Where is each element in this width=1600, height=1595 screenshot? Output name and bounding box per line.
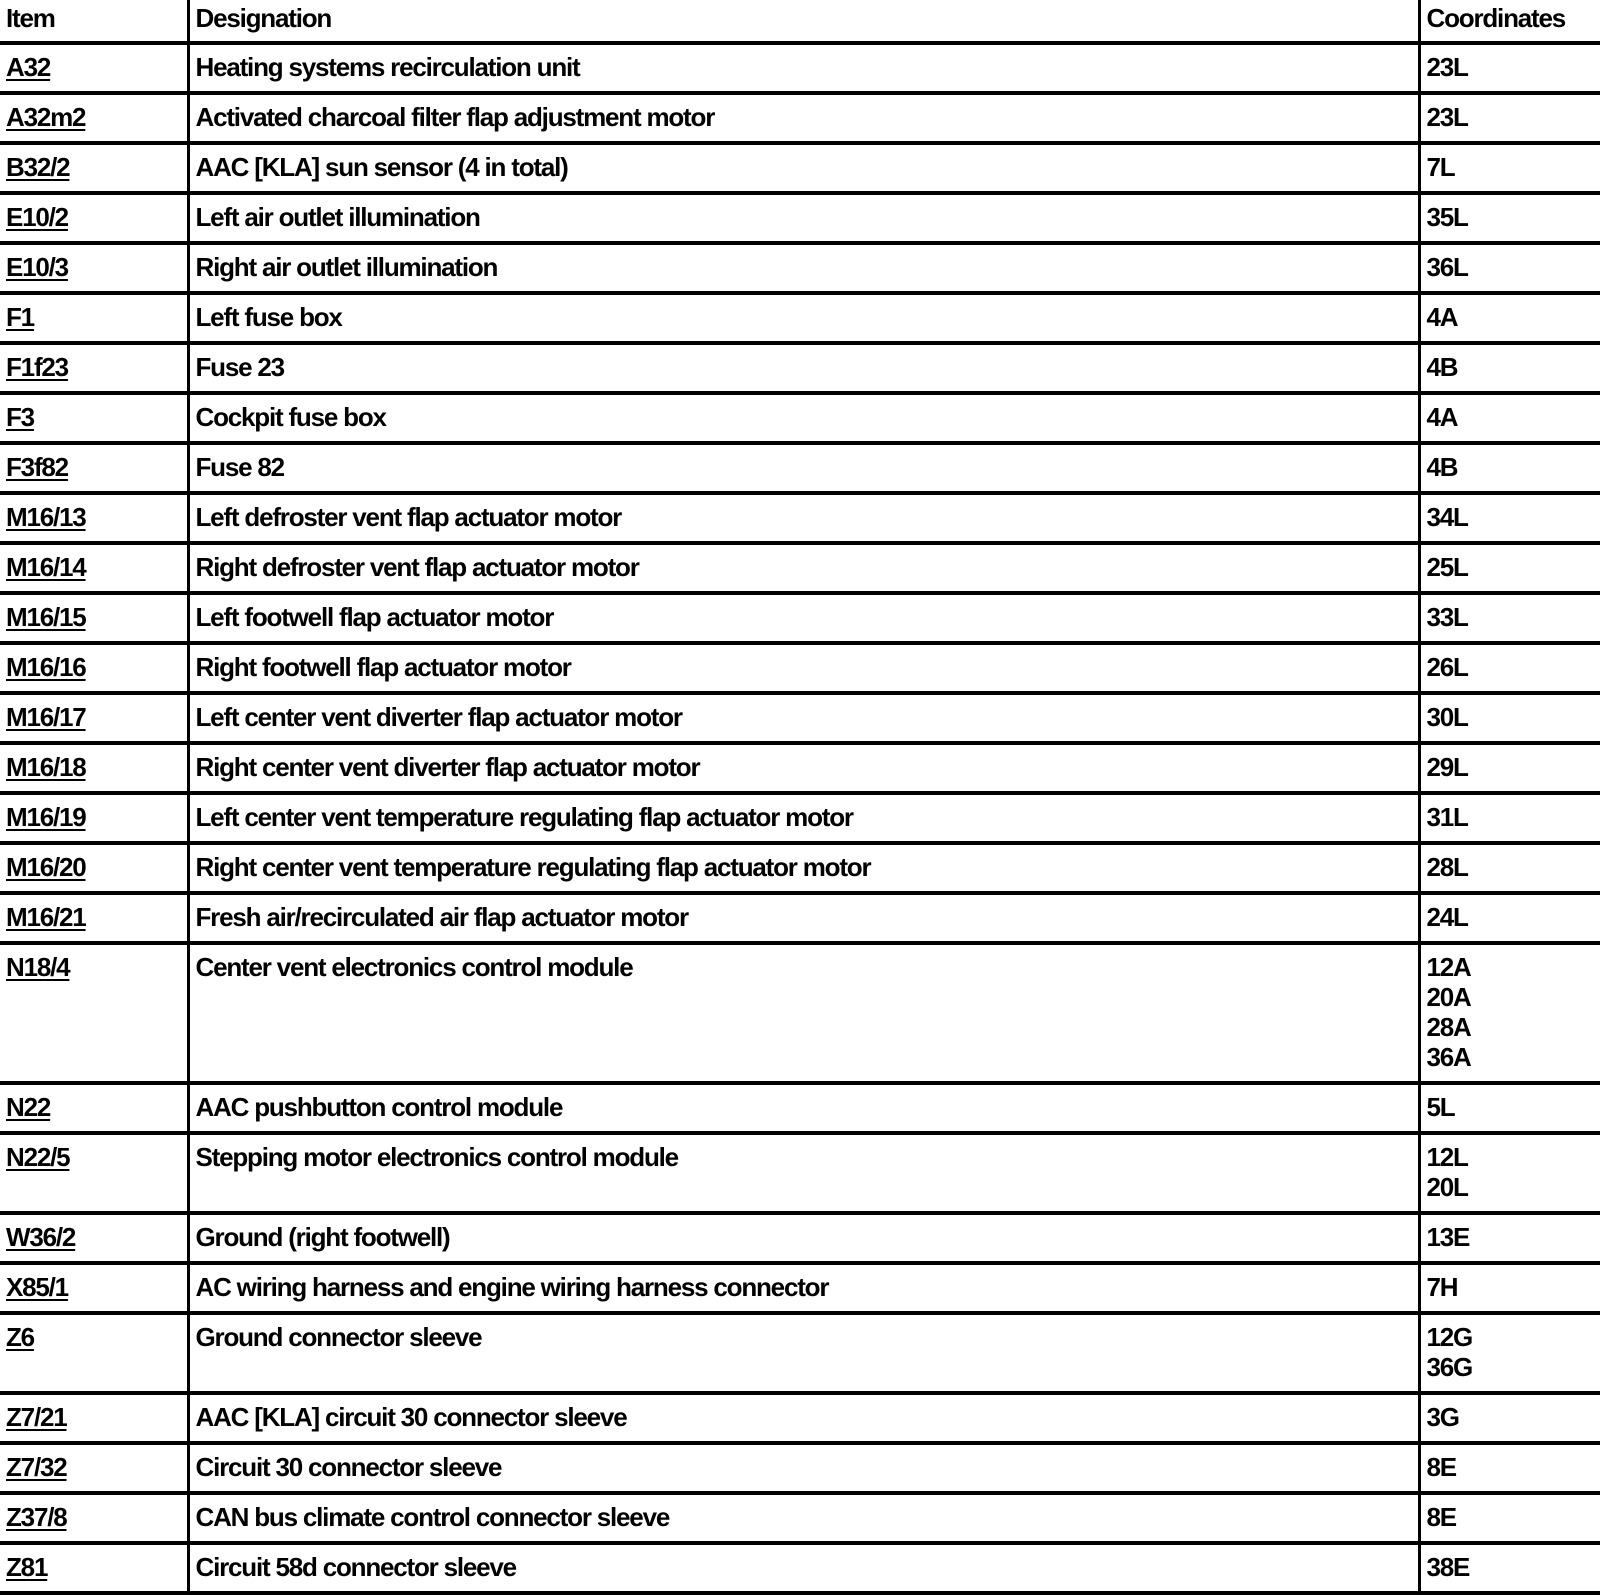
coordinate-value: 36L — [1427, 252, 1600, 282]
designation-cell: Fuse 82 — [188, 443, 1419, 493]
item-link[interactable]: Z37/8 — [6, 1502, 67, 1532]
item-link[interactable]: M16/20 — [6, 852, 86, 882]
designation-cell: Fresh air/recirculated air flap actuator motor — [188, 893, 1419, 943]
item-cell — [0, 193, 188, 243]
designation-cell: Right center vent temperature regulating flap actuator motor — [188, 843, 1419, 893]
designation-cell: Left footwell flap actuator motor — [188, 593, 1419, 643]
item-link[interactable]: Z7/21 — [6, 1402, 67, 1432]
coordinate-value: 24L — [1427, 902, 1600, 932]
coordinates-cell — [1419, 1543, 1600, 1593]
table-row — [0, 1313, 1600, 1393]
coordinates-cell — [1419, 343, 1600, 393]
designation-cell: CAN bus climate control connector sleeve — [188, 1493, 1419, 1543]
item-cell — [0, 443, 188, 493]
designation-cell: Left air outlet illumination — [188, 193, 1419, 243]
item-cell — [0, 893, 188, 943]
item-link[interactable]: N22/5 — [6, 1142, 69, 1172]
designation-cell: Left fuse box — [188, 293, 1419, 343]
coordinates-cell — [1419, 593, 1600, 643]
coordinate-value: 28A — [1427, 1012, 1600, 1042]
item-link[interactable]: M16/17 — [6, 702, 86, 732]
item-link[interactable]: B32/2 — [6, 152, 69, 182]
designation-cell: Stepping motor electronics control module — [188, 1133, 1419, 1213]
item-cell — [0, 793, 188, 843]
coordinates-cell — [1419, 393, 1600, 443]
designation-cell: Heating systems recirculation unit — [188, 43, 1419, 93]
coordinates-cell — [1419, 543, 1600, 593]
item-link[interactable]: M16/15 — [6, 602, 86, 632]
coordinates-cell — [1419, 293, 1600, 343]
item-cell — [0, 743, 188, 793]
item-cell — [0, 1133, 188, 1213]
coordinates-cell — [1419, 143, 1600, 193]
item-link[interactable]: M16/16 — [6, 652, 86, 682]
coordinates-cell — [1419, 1443, 1600, 1493]
item-link[interactable]: Z6 — [6, 1322, 34, 1352]
item-cell — [0, 143, 188, 193]
table-row — [0, 743, 1600, 793]
coordinate-value: 25L — [1427, 552, 1600, 582]
table-row — [0, 843, 1600, 893]
table-row — [0, 43, 1600, 93]
coordinate-value: 33L — [1427, 602, 1600, 632]
table-row — [0, 1083, 1600, 1133]
table-row — [0, 593, 1600, 643]
coordinate-value: 5L — [1427, 1092, 1600, 1122]
item-cell — [0, 1493, 188, 1543]
header-row — [0, 0, 1600, 43]
item-cell — [0, 1313, 188, 1393]
coordinates-cell — [1419, 1263, 1600, 1313]
table-row — [0, 443, 1600, 493]
table-row — [0, 943, 1600, 1083]
coordinate-value: 31L — [1427, 802, 1600, 832]
coordinate-value: 34L — [1427, 502, 1600, 532]
item-cell — [0, 693, 188, 743]
table-row — [0, 693, 1600, 743]
table-row — [0, 293, 1600, 343]
designation-cell: Activated charcoal filter flap adjustment motor — [188, 93, 1419, 143]
coordinates-cell — [1419, 93, 1600, 143]
item-link[interactable]: E10/3 — [6, 252, 68, 282]
item-cell — [0, 593, 188, 643]
designation-cell: Cockpit fuse box — [188, 393, 1419, 443]
table-row — [0, 1543, 1600, 1593]
coordinates-cell — [1419, 793, 1600, 843]
item-link[interactable]: A32m2 — [6, 102, 85, 132]
item-cell — [0, 843, 188, 893]
item-cell — [0, 943, 188, 1083]
coordinates-cell — [1419, 743, 1600, 793]
item-cell — [0, 43, 188, 93]
coordinate-value: 7L — [1427, 152, 1600, 182]
coordinate-value: 4A — [1427, 302, 1600, 332]
item-cell — [0, 93, 188, 143]
table-row — [0, 1443, 1600, 1493]
coordinate-value: 13E — [1427, 1222, 1600, 1252]
coordinates-cell — [1419, 1313, 1600, 1393]
coordinate-value: 28L — [1427, 852, 1600, 882]
item-cell — [0, 1393, 188, 1443]
legend-body — [0, 43, 1600, 1593]
item-cell — [0, 293, 188, 343]
header-coordinates: Coordinates — [1419, 0, 1600, 43]
header-item: Item — [0, 0, 188, 43]
table-row — [0, 793, 1600, 843]
coordinate-value: 29L — [1427, 752, 1600, 782]
item-link[interactable]: Z81 — [6, 1552, 47, 1582]
coordinate-value: 4B — [1427, 452, 1600, 482]
item-cell — [0, 543, 188, 593]
coordinates-cell — [1419, 43, 1600, 93]
table-row — [0, 143, 1600, 193]
coordinates-cell — [1419, 193, 1600, 243]
item-link[interactable]: M16/14 — [6, 552, 86, 582]
table-row — [0, 343, 1600, 393]
table-row — [0, 1213, 1600, 1263]
table-row — [0, 1133, 1600, 1213]
coordinate-value: 36G — [1427, 1352, 1600, 1382]
item-cell — [0, 1083, 188, 1133]
item-link[interactable]: F3f82 — [6, 452, 68, 482]
designation-cell: AAC [KLA] sun sensor (4 in total) — [188, 143, 1419, 193]
item-cell — [0, 493, 188, 543]
coordinate-value: 35L — [1427, 202, 1600, 232]
item-link[interactable]: M16/21 — [6, 902, 86, 932]
item-link[interactable]: N18/4 — [6, 952, 69, 982]
coordinate-value: 36A — [1427, 1042, 1600, 1072]
table-row — [0, 1393, 1600, 1443]
coordinate-value: 30L — [1427, 702, 1600, 732]
coordinate-value: 7H — [1427, 1272, 1600, 1302]
designation-cell: AAC pushbutton control module — [188, 1083, 1419, 1133]
item-link[interactable]: Z7/32 — [6, 1452, 67, 1482]
coordinate-value: 12G — [1427, 1322, 1600, 1352]
table-row — [0, 243, 1600, 293]
item-link[interactable]: E10/2 — [6, 202, 68, 232]
designation-cell: Ground (right footwell) — [188, 1213, 1419, 1263]
designation-cell: Ground connector sleeve — [188, 1313, 1419, 1393]
table-row — [0, 493, 1600, 543]
coordinates-cell — [1419, 893, 1600, 943]
designation-cell: Right center vent diverter flap actuator motor — [188, 743, 1419, 793]
item-cell — [0, 343, 188, 393]
coordinates-cell — [1419, 843, 1600, 893]
item-cell — [0, 1263, 188, 1313]
coordinate-value: 26L — [1427, 652, 1600, 682]
header-designation: Designation — [188, 0, 1419, 43]
table-row — [0, 543, 1600, 593]
coordinate-value: 12L — [1427, 1142, 1600, 1172]
coordinates-cell — [1419, 943, 1600, 1083]
item-link[interactable]: M16/18 — [6, 752, 86, 782]
table-row — [0, 643, 1600, 693]
item-link[interactable]: F1f23 — [6, 352, 68, 382]
designation-cell: Circuit 30 connector sleeve — [188, 1443, 1419, 1493]
item-cell — [0, 393, 188, 443]
coordinates-cell — [1419, 1213, 1600, 1263]
item-link[interactable]: N22 — [6, 1092, 50, 1122]
item-link[interactable]: W36/2 — [6, 1222, 75, 1252]
designation-cell: Right air outlet illumination — [188, 243, 1419, 293]
table-row — [0, 193, 1600, 243]
coordinate-value: 8E — [1427, 1452, 1600, 1482]
coordinate-value: 23L — [1427, 102, 1600, 132]
designation-cell: Left center vent temperature regulating flap actuator motor — [188, 793, 1419, 843]
item-link[interactable]: X85/1 — [6, 1272, 68, 1302]
designation-cell: Center vent electronics control module — [188, 943, 1419, 1083]
designation-cell: Right defroster vent flap actuator motor — [188, 543, 1419, 593]
item-cell — [0, 243, 188, 293]
coordinates-cell — [1419, 1133, 1600, 1213]
item-link[interactable]: F1 — [6, 302, 34, 332]
item-cell — [0, 1443, 188, 1493]
designation-cell: Left center vent diverter flap actuator motor — [188, 693, 1419, 743]
coordinates-cell — [1419, 1083, 1600, 1133]
designation-cell: AC wiring harness and engine wiring harness connector — [188, 1263, 1419, 1313]
item-cell — [0, 643, 188, 693]
coordinates-cell — [1419, 693, 1600, 743]
coordinate-value: 4B — [1427, 352, 1600, 382]
item-link[interactable]: A32 — [6, 52, 50, 82]
table-row — [0, 1263, 1600, 1313]
designation-cell: Circuit 58d connector sleeve — [188, 1543, 1419, 1593]
item-link[interactable]: M16/19 — [6, 802, 86, 832]
coordinates-cell — [1419, 643, 1600, 693]
coordinate-value: 8E — [1427, 1502, 1600, 1532]
coordinates-cell — [1419, 1393, 1600, 1443]
table-row — [0, 1493, 1600, 1543]
coordinates-cell — [1419, 243, 1600, 293]
designation-cell: Right footwell flap actuator motor — [188, 643, 1419, 693]
table-row — [0, 393, 1600, 443]
coordinates-cell — [1419, 1493, 1600, 1543]
item-link[interactable]: M16/13 — [6, 502, 86, 532]
designation-cell: AAC [KLA] circuit 30 connector sleeve — [188, 1393, 1419, 1443]
coordinate-value: 4A — [1427, 402, 1600, 432]
designation-cell: Fuse 23 — [188, 343, 1419, 393]
coordinate-value: 12A — [1427, 952, 1600, 982]
coordinates-cell — [1419, 443, 1600, 493]
coordinate-value: 38E — [1427, 1552, 1600, 1582]
coordinate-value: 20L — [1427, 1172, 1600, 1202]
table-row — [0, 893, 1600, 943]
table-row — [0, 93, 1600, 143]
item-cell — [0, 1543, 188, 1593]
item-link[interactable]: F3 — [6, 402, 34, 432]
coordinate-value: 23L — [1427, 52, 1600, 82]
coordinates-cell — [1419, 493, 1600, 543]
item-cell — [0, 1213, 188, 1263]
coordinate-value: 3G — [1427, 1402, 1600, 1432]
coordinate-value: 20A — [1427, 982, 1600, 1012]
designation-cell: Left defroster vent flap actuator motor — [188, 493, 1419, 543]
